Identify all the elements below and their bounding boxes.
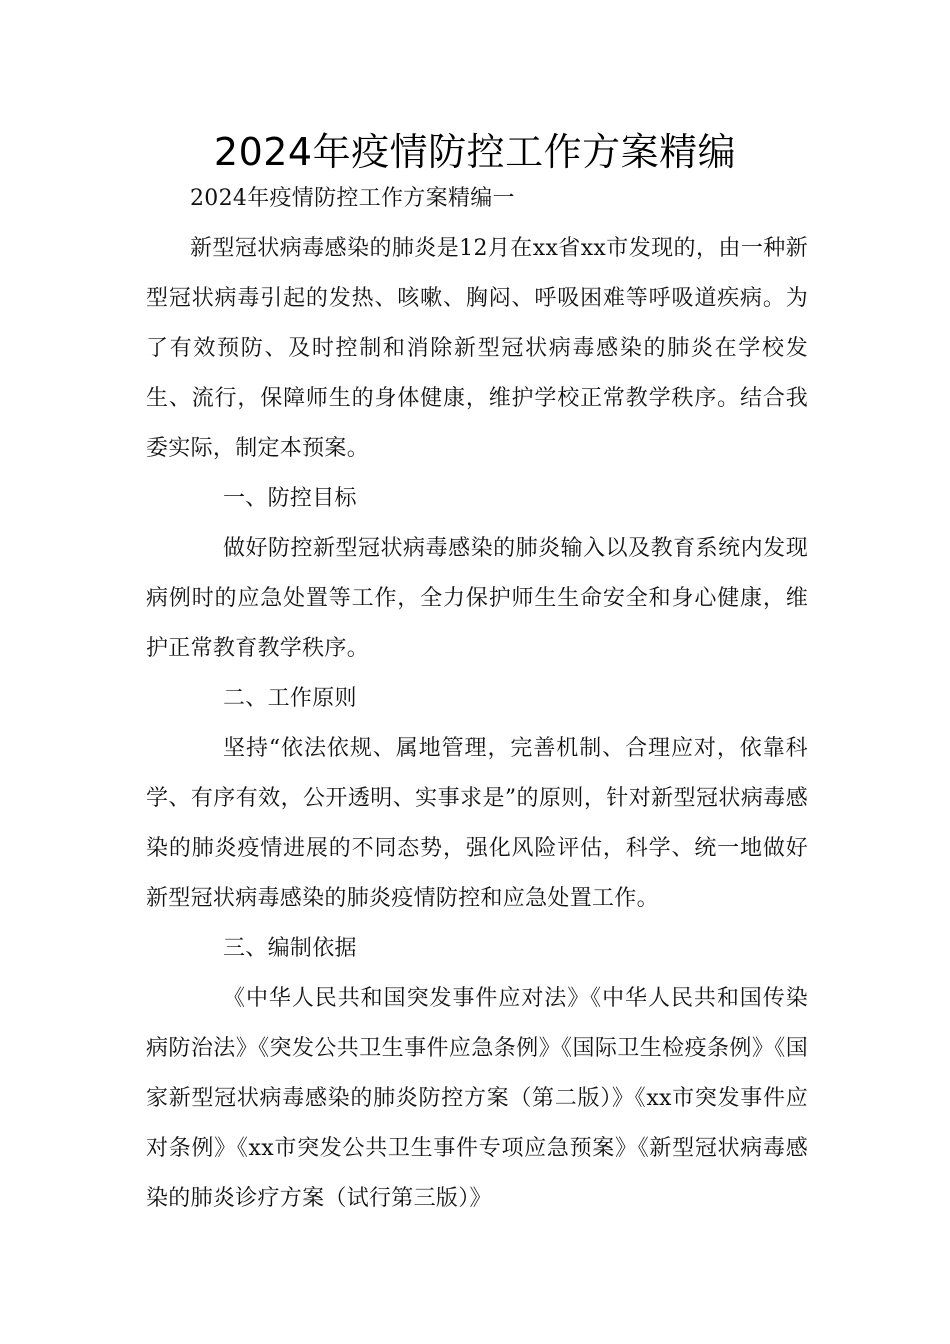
section-heading-goals: 一、防控目标 xyxy=(223,486,357,511)
intro-paragraph: 新型冠状病毒感染的肺炎是12月在xx省xx市发现的，由一种新型冠状病毒引起的发热、咳嗽、胸闷、呼吸困难等呼吸道疾病。为了有效预防、及时控制和消除新型冠状病毒感染的肺炎在学校发生、流行，保障师生的身体健康，维护学校正常教学秩序。结合我委实际，制定本预案。 xyxy=(146,236,808,461)
document-body xyxy=(146,174,808,1224)
section-heading-basis: 三、编制依据 xyxy=(223,936,357,961)
principles-paragraph: 坚持“依法依规、属地管理，完善机制、合理应对，依靠科学、有序有效，公开透明、实事求是”的原则，针对新型冠状病毒感染的肺炎疫情进展的不同态势，强化风险评估，科学、统一地做好新型冠状病毒感染的肺炎疫情防控和应急处置工作。 xyxy=(146,736,808,911)
document-title: 2024年疫情防控工作方案精编 xyxy=(213,130,737,174)
goals-paragraph: 做好防控新型冠状病毒感染的肺炎输入以及教育系统内发现病例时的应急处置等工作，全力保护师生生命安全和身心健康，维护正常教育教学秩序。 xyxy=(146,536,808,661)
basis-paragraph: 《中华人民共和国突发事件应对法》《中华人民共和国传染病防治法》《突发公共卫生事件应急条例》《国际卫生检疫条例》《国家新型冠状病毒感染的肺炎防控方案（第二版）》《xx市突发事件应对条例》《xx市突发公共卫生事件专项应急预案》《新型冠状病毒感染的肺炎诊疗方案（试行第三版）》 xyxy=(146,986,808,1211)
document-subtitle: 2024年疫情防控工作方案精编一 xyxy=(190,186,515,211)
section-heading-principles: 二、工作原则 xyxy=(223,686,357,711)
